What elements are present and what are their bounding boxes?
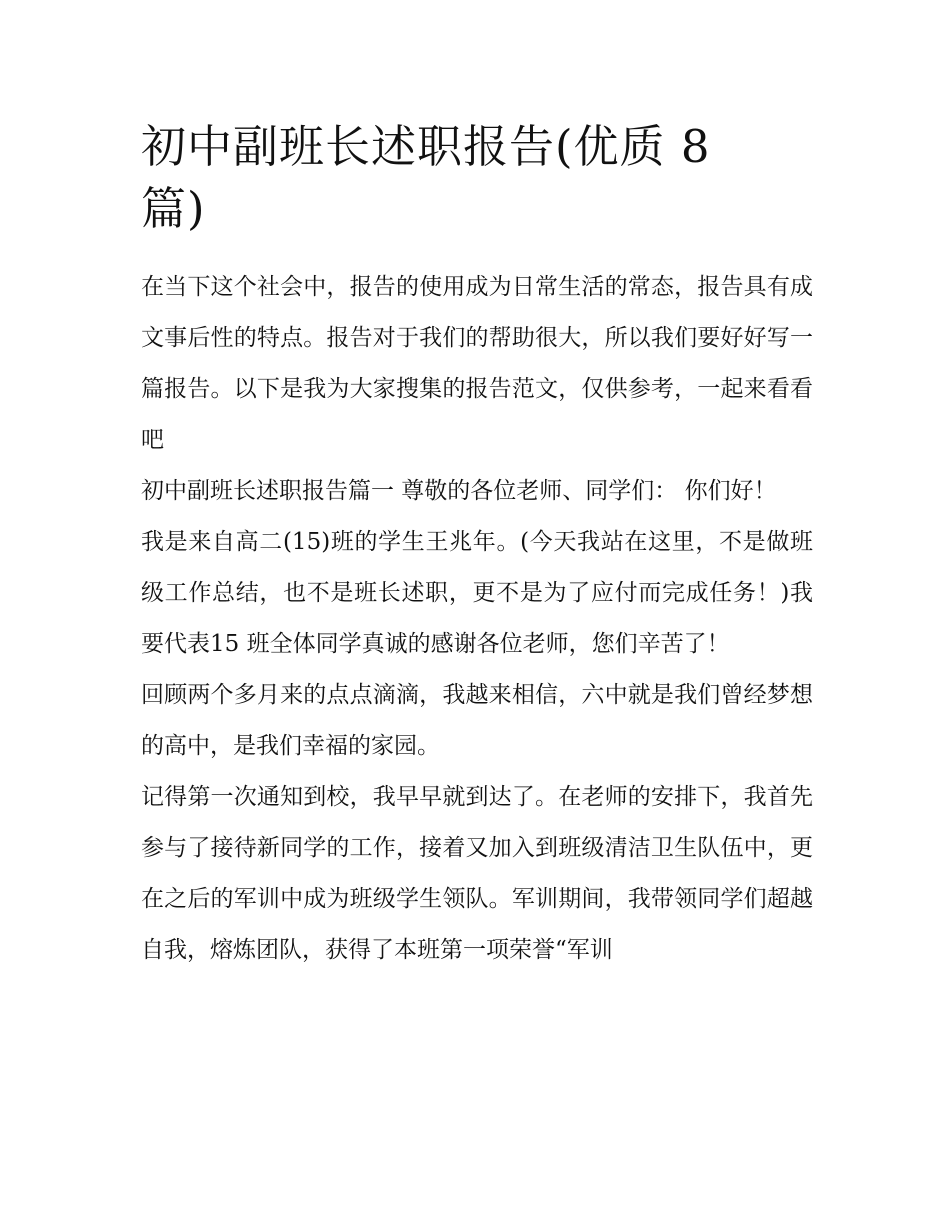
paragraph-review: 回顾两个多月来的点点滴滴，我越来相信，六中就是我们曾经梦想的高中，是我们幸福的家园。 bbox=[141, 682, 813, 759]
paragraph-self-introduction: 我是来自高二(15)班的学生王兆年。(今天我站在这里，不是做班级工作总结，也不是班长述职，更不是为了应付而完成任务！)我要代表15 班全体同学真诚的感谢各位老师，您们辛苦了！ bbox=[141, 529, 813, 657]
paragraph-intro: 在当下这个社会中，报告的使用成为日常生活的常态，报告具有成文事后性的特点。报告对于我们的帮助很大，所以我们要好好写一篇报告。以下是我为大家搜集的报告范文，仅供参考，一起来看看吧 bbox=[141, 274, 813, 453]
paragraph-memory: 记得第一次通知到校，我早早就到达了。在老师的安排下，我首先参与了接待新同学的工作，接着又加入到班级清洁卫生队伍中，更在之后的军训中成为班级学生领队。军训期间，我带领同学们超越自我，熔炼团队，获得了本班第一项荣誉“军训 bbox=[141, 784, 813, 963]
document-page bbox=[141, 116, 813, 976]
document-title: 初中副班长述职报告(优质 8 篇) bbox=[141, 120, 711, 235]
paragraph-greeting: 初中副班长述职报告篇一 尊敬的各位老师、同学们： 你们好！ bbox=[141, 478, 777, 504]
